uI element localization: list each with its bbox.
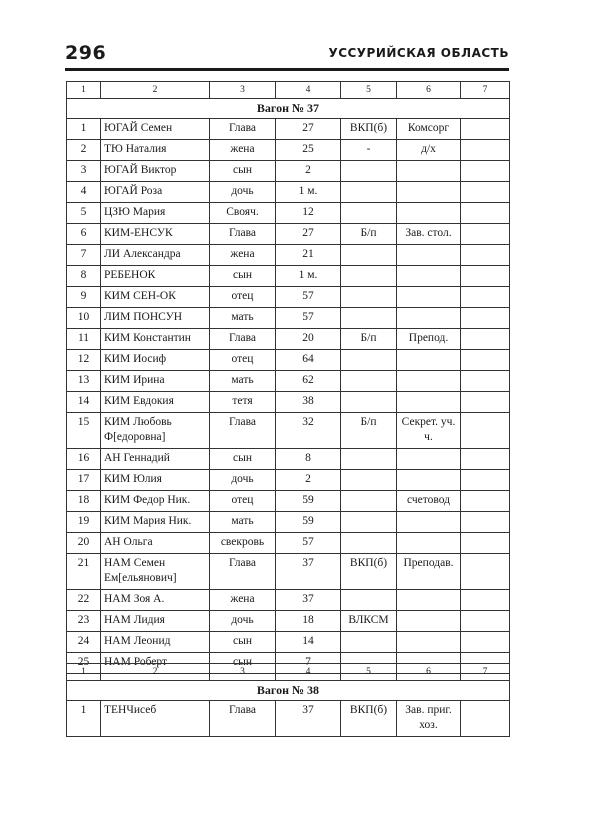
- occupation: д/х: [397, 140, 461, 161]
- occupation: [397, 611, 461, 632]
- row-number: 12: [67, 350, 101, 371]
- occupation: Преподав.: [397, 554, 461, 590]
- row-number: 6: [67, 224, 101, 245]
- note: [461, 119, 510, 140]
- row-number: 18: [67, 491, 101, 512]
- row-number: 13: [67, 371, 101, 392]
- person-name: НАМ Семен Ем[ельянович]: [101, 554, 210, 590]
- table-row: [67, 350, 510, 371]
- person-name: ТЮ Наталия: [101, 140, 210, 161]
- occupation: Секрет. уч. ч.: [397, 413, 461, 449]
- table-row: [67, 308, 510, 329]
- party: Б/п: [341, 224, 397, 245]
- table-row: [67, 140, 510, 161]
- table-row: [67, 632, 510, 653]
- column-number: 4: [276, 664, 341, 681]
- row-number: 1: [67, 119, 101, 140]
- table-row: [67, 413, 510, 449]
- age: 2: [276, 470, 341, 491]
- occupation: Комсорг: [397, 119, 461, 140]
- party: [341, 449, 397, 470]
- note: [461, 308, 510, 329]
- party: [341, 632, 397, 653]
- person-name: НАМ Леонид: [101, 632, 210, 653]
- row-number: 22: [67, 590, 101, 611]
- age: 1 м.: [276, 182, 341, 203]
- note: [461, 512, 510, 533]
- note: [461, 632, 510, 653]
- table-row: [67, 701, 510, 737]
- party: ВКП(б): [341, 701, 397, 737]
- occupation: [397, 632, 461, 653]
- table-row: [67, 470, 510, 491]
- note: [461, 392, 510, 413]
- note: [461, 371, 510, 392]
- relation: тетя: [210, 392, 276, 413]
- party: [341, 470, 397, 491]
- person-name: КИМ Ирина: [101, 371, 210, 392]
- table-row: [67, 449, 510, 470]
- row-number: 3: [67, 161, 101, 182]
- table-row: [67, 491, 510, 512]
- row-number: 14: [67, 392, 101, 413]
- note: [461, 491, 510, 512]
- table-row: [67, 611, 510, 632]
- row-number: 10: [67, 308, 101, 329]
- table-row: [67, 512, 510, 533]
- occupation: [397, 533, 461, 554]
- row-number: 24: [67, 632, 101, 653]
- table-row: [67, 287, 510, 308]
- age: 57: [276, 308, 341, 329]
- age: 8: [276, 449, 341, 470]
- relation: мать: [210, 371, 276, 392]
- occupation: [397, 203, 461, 224]
- occupation: [397, 182, 461, 203]
- person-name: РЕБЕНОК: [101, 266, 210, 287]
- relation: Глава: [210, 554, 276, 590]
- table-row: [67, 203, 510, 224]
- occupation: [397, 161, 461, 182]
- person-name: АН Геннадий: [101, 449, 210, 470]
- occupation: [397, 590, 461, 611]
- row-number: 5: [67, 203, 101, 224]
- column-number: 3: [210, 664, 276, 681]
- note: [461, 245, 510, 266]
- note: [461, 554, 510, 590]
- age: 59: [276, 491, 341, 512]
- column-number: 6: [397, 82, 461, 99]
- occupation: счетовод: [397, 491, 461, 512]
- note: [461, 350, 510, 371]
- person-name: НАМ Зоя А.: [101, 590, 210, 611]
- relation: сын: [210, 266, 276, 287]
- column-number-row: [67, 82, 510, 99]
- age: 57: [276, 533, 341, 554]
- occupation: [397, 392, 461, 413]
- row-number: 17: [67, 470, 101, 491]
- person-name: КИМ Федор Ник.: [101, 491, 210, 512]
- page-number: 296: [65, 42, 107, 64]
- wagon-title: Вагон № 37: [67, 99, 510, 119]
- row-number: 25: [67, 653, 101, 674]
- wagon-title-row: [67, 681, 510, 701]
- age: 57: [276, 287, 341, 308]
- occupation: [397, 350, 461, 371]
- note: [461, 329, 510, 350]
- table-row: [67, 329, 510, 350]
- column-number: 2: [101, 664, 210, 681]
- note: [461, 701, 510, 737]
- party: [341, 392, 397, 413]
- age: 59: [276, 512, 341, 533]
- party: [341, 533, 397, 554]
- note: [461, 182, 510, 203]
- person-name: КИМ Любовь Ф[едоровна]: [101, 413, 210, 449]
- relation: Глава: [210, 413, 276, 449]
- relation: отец: [210, 350, 276, 371]
- note: [461, 590, 510, 611]
- table-row: [67, 266, 510, 287]
- column-number-row: [67, 664, 510, 681]
- column-number: 3: [210, 82, 276, 99]
- person-name: ЛИ Александра: [101, 245, 210, 266]
- note: [461, 611, 510, 632]
- note: [461, 140, 510, 161]
- person-name: ЮГАЙ Семен: [101, 119, 210, 140]
- relation: Глава: [210, 329, 276, 350]
- column-number: 6: [397, 664, 461, 681]
- note: [461, 449, 510, 470]
- relation: сын: [210, 632, 276, 653]
- party: [341, 245, 397, 266]
- person-name: НАМ Роберт: [101, 653, 210, 674]
- relation: мать: [210, 308, 276, 329]
- row-number: 20: [67, 533, 101, 554]
- age: 14: [276, 632, 341, 653]
- age: 1 м.: [276, 266, 341, 287]
- row-number: 15: [67, 413, 101, 449]
- relation: сын: [210, 449, 276, 470]
- party: Б/п: [341, 329, 397, 350]
- note: [461, 161, 510, 182]
- occupation: [397, 371, 461, 392]
- column-number: 4: [276, 82, 341, 99]
- table-row: [67, 371, 510, 392]
- row-number: 11: [67, 329, 101, 350]
- age: 37: [276, 554, 341, 590]
- person-name: ТЕНЧисеб: [101, 701, 210, 737]
- note: [461, 266, 510, 287]
- age: 18: [276, 611, 341, 632]
- row-number: 7: [67, 245, 101, 266]
- row-number: 4: [67, 182, 101, 203]
- table-body: [67, 82, 510, 674]
- row-number: 1: [67, 701, 101, 737]
- party: [341, 491, 397, 512]
- note: [461, 533, 510, 554]
- party: ВКП(б): [341, 119, 397, 140]
- table-row: [67, 533, 510, 554]
- table-row: [67, 392, 510, 413]
- column-number: 1: [67, 664, 101, 681]
- column-number: 1: [67, 82, 101, 99]
- person-name: ЛИМ ПОНСУН: [101, 308, 210, 329]
- row-number: 19: [67, 512, 101, 533]
- occupation: [397, 308, 461, 329]
- person-name: КИМ Мария Ник.: [101, 512, 210, 533]
- age: 37: [276, 590, 341, 611]
- row-number: 9: [67, 287, 101, 308]
- wagon-38-table: [66, 663, 510, 737]
- column-number: 5: [341, 664, 397, 681]
- person-name: КИМ Иосиф: [101, 350, 210, 371]
- person-name: ЮГАЙ Виктор: [101, 161, 210, 182]
- person-name: КИМ-ЕНСУК: [101, 224, 210, 245]
- age: 38: [276, 392, 341, 413]
- note: [461, 224, 510, 245]
- party: [341, 287, 397, 308]
- row-number: 2: [67, 140, 101, 161]
- relation: дочь: [210, 611, 276, 632]
- column-number: 2: [101, 82, 210, 99]
- occupation: Зав. стол.: [397, 224, 461, 245]
- relation: Глава: [210, 701, 276, 737]
- row-number: 8: [67, 266, 101, 287]
- occupation: [397, 470, 461, 491]
- party: [341, 512, 397, 533]
- table-row: [67, 590, 510, 611]
- relation: отец: [210, 491, 276, 512]
- occupation: [397, 245, 461, 266]
- person-name: КИМ Константин: [101, 329, 210, 350]
- table-row: [67, 224, 510, 245]
- note: [461, 470, 510, 491]
- age: 27: [276, 119, 341, 140]
- person-name: НАМ Лидия: [101, 611, 210, 632]
- wagon-title: Вагон № 38: [67, 681, 510, 701]
- relation: дочь: [210, 470, 276, 491]
- row-number: 21: [67, 554, 101, 590]
- relation: Свояч.: [210, 203, 276, 224]
- party: [341, 371, 397, 392]
- party: Б/п: [341, 413, 397, 449]
- relation: жена: [210, 590, 276, 611]
- column-number: 7: [461, 82, 510, 99]
- occupation: Препод.: [397, 329, 461, 350]
- column-number: 5: [341, 82, 397, 99]
- person-name: КИМ Евдокия: [101, 392, 210, 413]
- age: 25: [276, 140, 341, 161]
- age: 2: [276, 161, 341, 182]
- occupation: [397, 449, 461, 470]
- party: [341, 350, 397, 371]
- occupation: [397, 512, 461, 533]
- relation: мать: [210, 512, 276, 533]
- table-row: [67, 182, 510, 203]
- party: [341, 203, 397, 224]
- age: 21: [276, 245, 341, 266]
- relation: сын: [210, 653, 276, 674]
- party: [341, 161, 397, 182]
- relation: свекровь: [210, 533, 276, 554]
- relation: Глава: [210, 119, 276, 140]
- page-header: [65, 40, 509, 68]
- relation: дочь: [210, 182, 276, 203]
- person-name: АН Ольга: [101, 533, 210, 554]
- age: 32: [276, 413, 341, 449]
- table-row: [67, 161, 510, 182]
- row-number: 23: [67, 611, 101, 632]
- wagon-37-table: [66, 81, 510, 674]
- relation: отец: [210, 287, 276, 308]
- party: -: [341, 140, 397, 161]
- party: ВЛКСМ: [341, 611, 397, 632]
- note: [461, 203, 510, 224]
- person-name: ЮГАЙ Роза: [101, 182, 210, 203]
- relation: жена: [210, 245, 276, 266]
- age: 37: [276, 701, 341, 737]
- occupation: Зав. приг. хоз.: [397, 701, 461, 737]
- party: ВКП(б): [341, 554, 397, 590]
- relation: Глава: [210, 224, 276, 245]
- age: 7: [276, 653, 341, 674]
- age: 64: [276, 350, 341, 371]
- row-number: 16: [67, 449, 101, 470]
- age: 27: [276, 224, 341, 245]
- relation: жена: [210, 140, 276, 161]
- age: 12: [276, 203, 341, 224]
- running-title: УССУРИЙСКАЯ ОБЛАСТЬ: [328, 46, 509, 60]
- person-name: ЦЗЮ Мария: [101, 203, 210, 224]
- note: [461, 413, 510, 449]
- person-name: КИМ СЕН-ОК: [101, 287, 210, 308]
- party: [341, 590, 397, 611]
- column-number: 7: [461, 664, 510, 681]
- table-row: [67, 245, 510, 266]
- party: [341, 266, 397, 287]
- relation: сын: [210, 161, 276, 182]
- table-body: [67, 664, 510, 737]
- age: 62: [276, 371, 341, 392]
- table-row: [67, 554, 510, 590]
- note: [461, 287, 510, 308]
- party: [341, 308, 397, 329]
- occupation: [397, 287, 461, 308]
- wagon-title-row: [67, 99, 510, 119]
- header-rule: [65, 68, 509, 71]
- occupation: [397, 266, 461, 287]
- age: 20: [276, 329, 341, 350]
- table-row: [67, 119, 510, 140]
- person-name: КИМ Юлия: [101, 470, 210, 491]
- party: [341, 182, 397, 203]
